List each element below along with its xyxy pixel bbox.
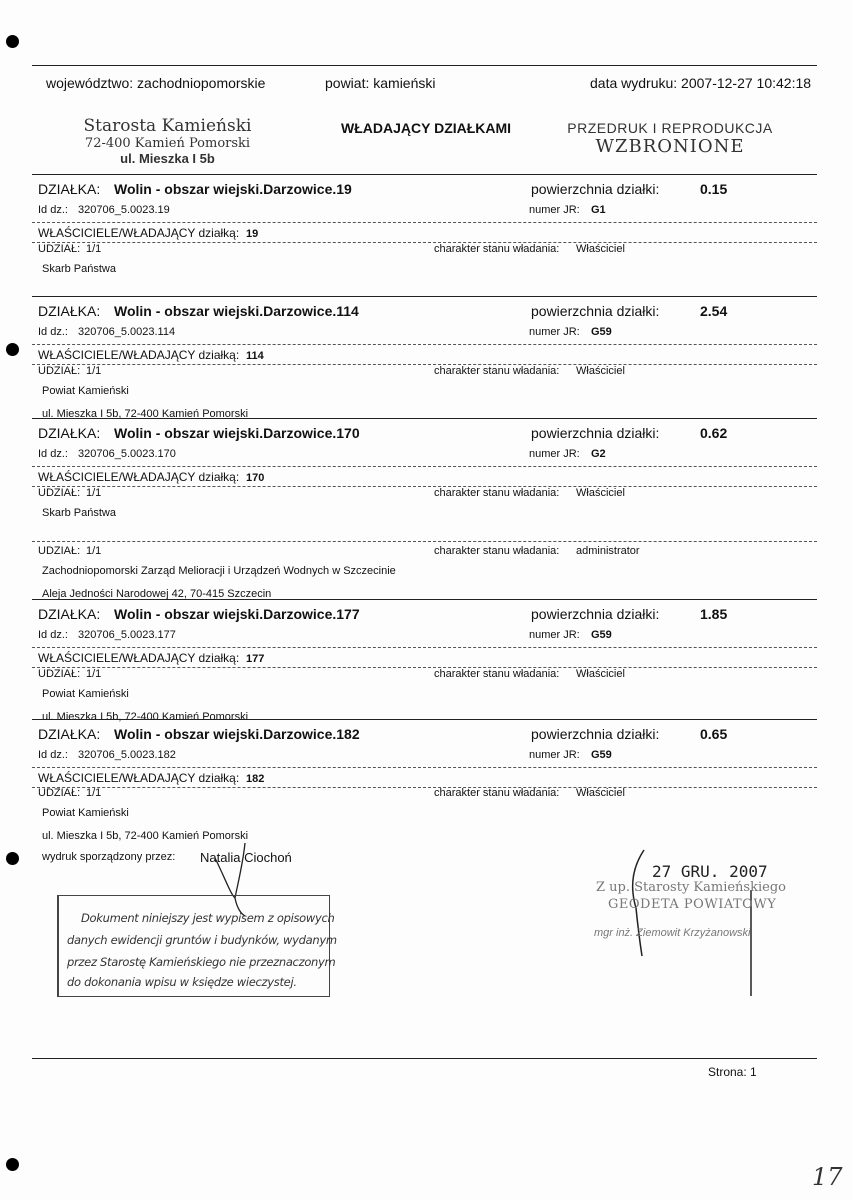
tenure-value: Właściciel — [576, 487, 625, 499]
parcel-label: DZIAŁKA: — [38, 303, 101, 319]
tenure-label: charakter stanu władania: — [434, 243, 560, 255]
tenure-value: Właściciel — [576, 787, 625, 799]
prepared-by-label: wydruk sporządzony przez: — [42, 851, 176, 863]
issuer-line3: ul. Mieszka I 5b — [120, 151, 215, 166]
owner-name: Zachodniopomorski Zarząd Melioracji i Urządzeń Wodnych w Szczecinie — [42, 565, 396, 577]
jr-number: G59 — [591, 326, 612, 338]
parcel-top-rule — [32, 174, 817, 175]
owners-label: WŁAŚCICIELE/WŁADAJĄCY działką: — [38, 771, 240, 785]
owners-number: 182 — [246, 773, 265, 785]
area-label: powierzchnia działki: — [531, 181, 660, 197]
owners-label: WŁAŚCICIELE/WŁADAJĄCY działką: — [38, 651, 240, 665]
disclaimer-line-3: przez Starostę Kamieńskiego nie przeznaczonym — [67, 955, 336, 969]
dotted-rule — [32, 667, 817, 668]
parcel-id-label: Id dz.: — [38, 448, 68, 460]
jr-label: numer JR: — [529, 629, 580, 641]
parcel-id: 320706_5.0023.182 — [78, 749, 176, 761]
parcel-name: Wolin - obszar wiejski.Darzowice.177 — [114, 606, 360, 622]
official-stamp-line2: GEODETA POWIATOWY — [608, 897, 777, 912]
wojewodztwo: województwo: zachodniopomorskie — [46, 75, 266, 91]
parcel-id-label: Id dz.: — [38, 749, 68, 761]
issuer-stamp — [60, 116, 275, 166]
dotted-rule — [32, 787, 817, 788]
share-label: UDZIAŁ: — [38, 365, 81, 377]
owner-name: Skarb Państwa — [42, 263, 116, 275]
parcel-top-rule — [32, 599, 817, 600]
jr-number: G59 — [591, 629, 612, 641]
print-date: data wydruku: 2007-12-27 10:42:18 — [590, 75, 812, 91]
parcel-label: DZIAŁKA: — [38, 606, 101, 622]
parcel-id-label: Id dz.: — [38, 629, 68, 641]
dotted-rule — [32, 222, 817, 223]
prepared-by-name: Natalia Ciochoń — [200, 850, 292, 865]
parcel-id-label: Id dz.: — [38, 204, 68, 216]
area-label: powierzchnia działki: — [531, 726, 660, 742]
parcel-id: 320706_5.0023.177 — [78, 629, 176, 641]
share-value: 1/1 — [86, 243, 102, 255]
dotted-rule — [32, 242, 817, 243]
parcel-top-rule — [32, 418, 817, 419]
footer-rule — [32, 1058, 817, 1059]
owner-address: ul. Mieszka I 5b, 72-400 Kamień Pomorski — [42, 711, 249, 723]
share-value: 1/1 — [86, 668, 102, 680]
owners-number: 114 — [246, 350, 264, 362]
dotted-rule — [32, 647, 817, 648]
copy-prohibited-stamp — [560, 120, 780, 157]
share-label: UDZIAŁ: — [38, 243, 81, 255]
area-label: powierzchnia działki: — [531, 425, 660, 441]
tenure-value: administrator — [576, 545, 640, 557]
parcel-name: Wolin - obszar wiejski.Darzowice.19 — [114, 181, 352, 197]
header-top-rule — [32, 65, 817, 66]
owner-name: Powiat Kamieński — [42, 385, 129, 397]
owners-number: 19 — [246, 228, 259, 240]
parcel-id-label: Id dz.: — [38, 326, 68, 338]
owner-address: ul. Mieszka I 5b, 72-400 Kamień Pomorski — [42, 408, 249, 420]
owners-label: WŁAŚCICIELE/WŁADAJĄCY działką: — [38, 470, 240, 484]
parcel-id: 320706_5.0023.114 — [78, 326, 176, 338]
disclaimer-line-4: do dokonania wpisu w księdze wieczystej. — [67, 975, 297, 989]
tenure-value: Właściciel — [576, 365, 625, 377]
share-value: 1/1 — [86, 487, 102, 499]
area-label: powierzchnia działki: — [531, 606, 660, 622]
owner-address: Aleja Jedności Narodowej 42, 70-415 Szczecin — [42, 588, 272, 600]
tenure-label: charakter stanu władania: — [434, 365, 560, 377]
share-label: UDZIAŁ: — [38, 545, 81, 557]
tenure-label: charakter stanu władania: — [434, 668, 560, 680]
share-value: 1/1 — [86, 365, 102, 377]
parcel-name: Wolin - obszar wiejski.Darzowice.114 — [114, 303, 359, 319]
disclaimer-box — [57, 895, 337, 997]
dotted-rule — [32, 466, 817, 467]
dotted-rule — [32, 344, 817, 345]
page-number: Strona: 1 — [708, 1065, 757, 1079]
parcel-name: Wolin - obszar wiejski.Darzowice.182 — [114, 726, 360, 742]
share-label: UDZIAŁ: — [38, 668, 81, 680]
owners-label: WŁAŚCICIELE/WŁADAJĄCY działką: — [38, 348, 240, 362]
parcel-area: 0.65 — [700, 726, 728, 742]
handwritten-page-number: 17 — [812, 1163, 843, 1191]
powiat: powiat: kamieński — [325, 75, 436, 91]
punch-hole — [6, 1158, 19, 1171]
parcel-area: 0.62 — [700, 425, 728, 441]
document-title: WŁADAJĄCY DZIAŁKAMI — [341, 120, 512, 136]
jr-label: numer JR: — [529, 448, 580, 460]
owners-number: 177 — [246, 653, 265, 665]
dotted-rule — [32, 767, 817, 768]
owner-address: ul. Mieszka I 5b, 72-400 Kamień Pomorski — [42, 830, 249, 842]
owners-number: 170 — [246, 472, 265, 484]
date-stamp: 27 GRU. 2007 — [652, 862, 768, 881]
share-value: 1/1 — [86, 545, 102, 557]
dotted-rule — [32, 364, 817, 365]
jr-number: G59 — [591, 749, 612, 761]
parcel-label: DZIAŁKA: — [38, 181, 101, 197]
tenure-label: charakter stanu władania: — [434, 487, 560, 499]
tenure-label: charakter stanu władania: — [434, 787, 560, 799]
punch-hole — [6, 35, 19, 48]
tenure-value: Właściciel — [576, 668, 625, 680]
parcel-top-rule — [32, 719, 817, 720]
dotted-rule — [32, 541, 817, 542]
punch-hole — [6, 852, 19, 865]
owner-name: Powiat Kamieński — [42, 807, 129, 819]
share-label: UDZIAŁ: — [38, 487, 81, 499]
parcel-id: 320706_5.0023.170 — [78, 448, 176, 460]
tenure-value: Właściciel — [576, 243, 625, 255]
owner-name: Skarb Państwa — [42, 507, 116, 519]
official-stamp-line1: Z up. Starosty Kamieńskiego — [596, 880, 786, 895]
parcel-name: Wolin - obszar wiejski.Darzowice.170 — [114, 425, 360, 441]
parcel-area: 2.54 — [700, 303, 728, 319]
issuer-line1: Starosta Kamieński — [83, 116, 252, 136]
parcel-label: DZIAŁKA: — [38, 425, 101, 441]
issuer-line2: 72-400 Kamień Pomorski — [84, 136, 251, 151]
dotted-rule — [32, 486, 817, 487]
jr-label: numer JR: — [529, 326, 580, 338]
jr-label: numer JR: — [529, 749, 580, 761]
share-label: UDZIAŁ: — [38, 787, 81, 799]
parcel-top-rule — [32, 296, 817, 297]
jr-number: G1 — [591, 204, 606, 216]
owner-name: Powiat Kamieński — [42, 688, 129, 700]
area-label: powierzchnia działki: — [531, 303, 660, 319]
parcel-area: 0.15 — [700, 181, 728, 197]
parcel-id: 320706_5.0023.19 — [78, 204, 170, 216]
punch-hole — [6, 343, 19, 356]
disclaimer-line-2: danych ewidencji gruntów i budynków, wydanym — [67, 933, 337, 947]
jr-number: G2 — [591, 448, 606, 460]
share-value: 1/1 — [86, 787, 102, 799]
owners-label: WŁAŚCICIELE/WŁADAJĄCY działką: — [38, 226, 240, 240]
parcel-label: DZIAŁKA: — [38, 726, 101, 742]
jr-label: numer JR: — [529, 204, 580, 216]
copy-stamp-line1: PRZEDRUK I REPRODUKCJA — [567, 120, 773, 136]
disclaimer-line-1: Dokument niniejszy jest wypisem z opisowych — [81, 911, 335, 925]
official-stamp-line3: mgr inż. Ziemowit Krzyżanowski — [594, 927, 751, 939]
tenure-label: charakter stanu władania: — [434, 545, 560, 557]
copy-stamp-line2: WZBRONIONE — [595, 136, 745, 157]
parcel-area: 1.85 — [700, 606, 728, 622]
